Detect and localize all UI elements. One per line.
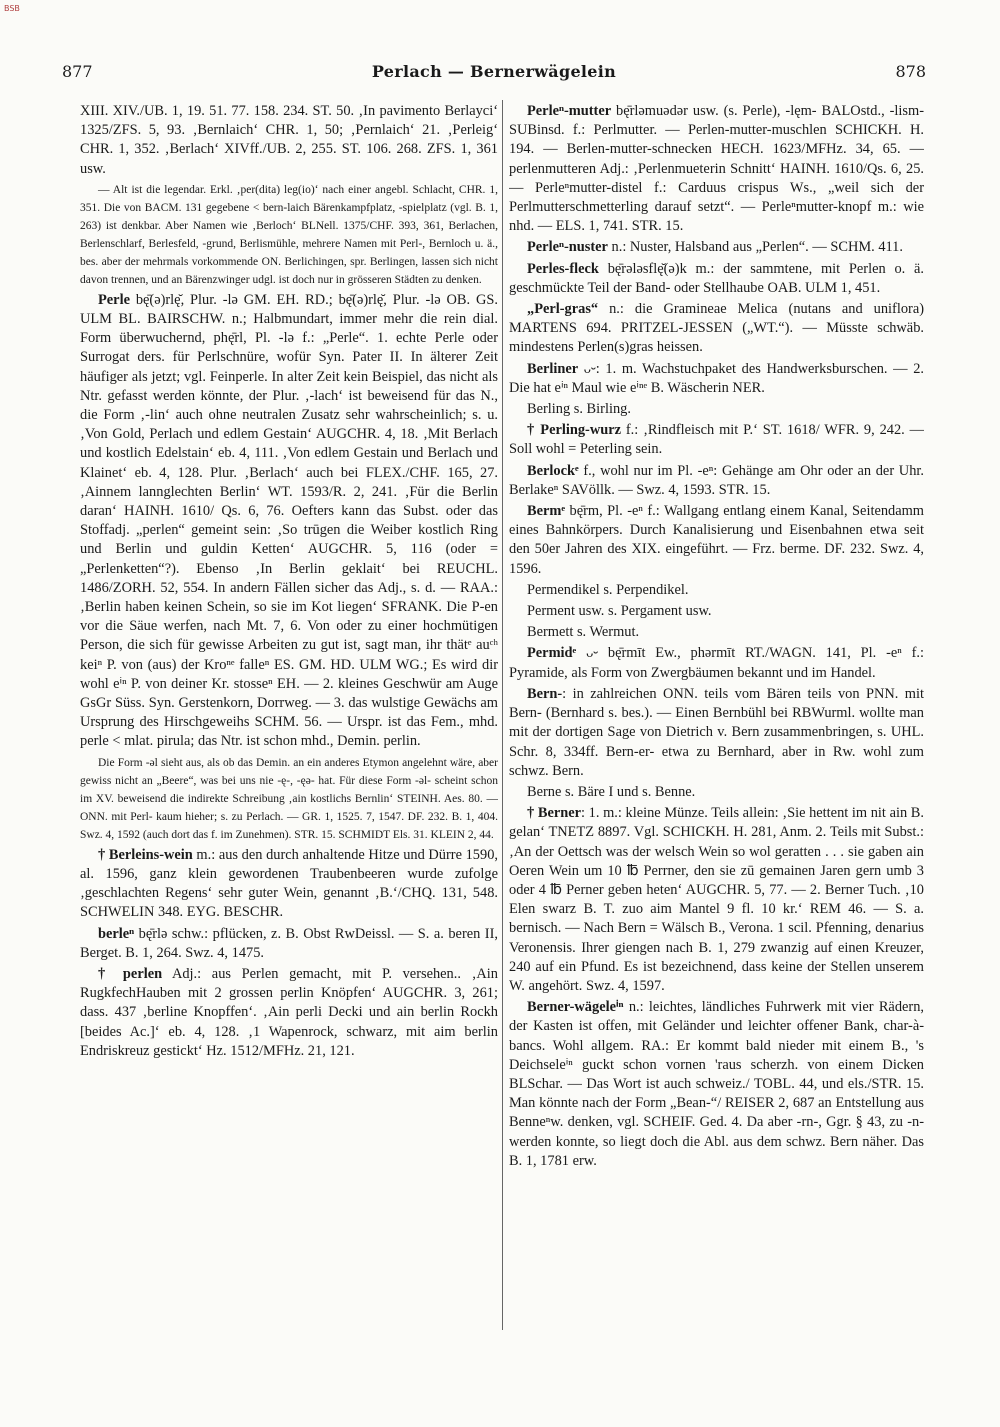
- entry-text: XIII. XIV./UB. 1, 19. 51. 77. 158. 234. ST. 50. ‚In pavimento Berlayci‘ 1325/ZFS. 5, 93. ‚Bernlaich‘ CHR. 1, 50; ‚Pernlaich‘ 21. ‚Perleig‘ CHR. 1, 352. ‚Berlach‘ XIVff./UB. 2, 255. ST. 106. 268. ZFS. 1, 361 usw.: [80, 103, 498, 177]
- dictionary-entry: [509, 300, 924, 358]
- dictionary-entry: [509, 602, 924, 621]
- dictionary-entry: [509, 623, 924, 642]
- dictionary-entry: [80, 846, 498, 923]
- entry-headword: Perleⁿ-nuster: [527, 239, 608, 256]
- dictionary-entry: [509, 102, 924, 236]
- dictionary-entry: [509, 783, 924, 802]
- dictionary-entry: [509, 685, 924, 781]
- entry-text: f., wohl nur im Pl. -eⁿ: Gehänge am Ohr oder an der Uhr. Berlakeⁿ SAVöllk. — Swz. 4, 1593. STR. 15.: [509, 462, 924, 498]
- dictionary-entry: [80, 754, 498, 844]
- page-header: [62, 62, 926, 84]
- entry-headword: † Perling-wurz: [527, 422, 622, 439]
- dictionary-entry: [80, 102, 498, 179]
- entry-text: Permendikel s. Perpendikel.: [527, 581, 689, 598]
- entry-headword: Berner-wägeleⁱⁿ: [527, 999, 624, 1016]
- dictionary-entry: [509, 804, 924, 996]
- entry-headword: „Perl-gras“: [527, 301, 599, 318]
- dictionary-entry: [80, 965, 498, 1061]
- dictionary-entry: [509, 644, 924, 682]
- entry-text: Berling s. Birling.: [527, 401, 631, 418]
- entry-headword: † Berleins-wein: [98, 846, 193, 863]
- right-column: [509, 102, 924, 1402]
- entry-text: bę̄rlə schw.: pflücken, z. B. Obst RwDeissl. — S. a. beren II, Berget. B. 1, 264. Swz. 4, 1475.: [80, 925, 498, 961]
- entry-text: m.: aus den durch anhaltende Hitze und Dürre 1590, al. 1596, ganz klein gewordenen Traubenbeeren wurde zufolge ‚geschlachten Regens‘ sehr guter Wein, genannt ‚B.‘/CHQ. 131, 548. SCHWELIN 348. EYG. BESCHR.: [80, 846, 498, 921]
- entry-text: Bermett s. Wermut.: [527, 624, 640, 641]
- entry-headword: Berlockᵉ: [527, 462, 579, 479]
- dictionary-entry: [509, 238, 924, 257]
- entry-headword: † Berner: [527, 805, 582, 822]
- entry-text: ᴗ⏑: 1. m. Wachstuchpaket des Handwerksburschen. — 2. Die hat eⁱⁿ Maul wie eⁱⁿᵉ B. Wäscherin NER.: [509, 360, 924, 396]
- entry-headword: † perlen: [98, 965, 163, 982]
- entry-text: : in zahlreichen ONN. teils vom Bären teils von PNN. mit Bern- (Bernhard s. bes.). — Einen Bernbühl bei RBWurml. wollte man mit der dortigen Sage von Dietrich v. Bern zusammenbringen, s. UHL. Schr. 8, 334ff. Bern-er- etwa zu Bernhard, aber in Rw. wohl zum schwz. Bern.: [509, 685, 924, 779]
- dictionary-entry: [509, 502, 924, 579]
- running-title: Perlach — Bernerwägelein: [371, 62, 617, 81]
- left-column: [80, 102, 498, 1402]
- entry-text: ᴗ⏑ bę̄rmīt Ew., phərmīt RT./WAGN. 141, Pl. -eⁿ f.: Pyramide, als Form von Zwergbäumen bekannt und im Handel.: [509, 645, 924, 681]
- entry-text: — Alt ist die legendar. Erkl. ‚per(dita) leg(io)‘ nach einer angebl. Schlacht, CHR. 1, 351. Die von BACM. 131 gegebene < bern-laich Bärenkampfplatz, -spielplatz (vgl. B. 1, 263) ist denkbar. Aber Namen wie ‚Berloch‘ BLNell. 1375/CHF. 393, 361, Berlachen, Berlenschlarf, Berlesfeld, -grund, Berlismühle, mehrere Namen mit Perl-, Bernloch u. ä., bes. aber der mehrmals vorkommende ON. Berlichingen, spr. Berlingen, lassen sich nicht davon trennen, und an Bärenzwinger udgl. ist doch nur in grösseren Städten zu denken.: [80, 183, 498, 286]
- entry-text: bę̄rm, Pl. -eⁿ f.: Wallgang entlang einem Kanal, Seitendamm eines Bahnkörpers. Durch Kanalisierung und Eisenbahnen etwa seit den 50er Jahren des XIX. eingeführt. — Frz. berme. DF. 232. Swz. 4, 1596.: [509, 503, 924, 577]
- dictionary-entry: [80, 181, 498, 289]
- dictionary-entry: [80, 291, 498, 752]
- dictionary-entry: [509, 581, 924, 600]
- entry-headword: berleⁿ: [98, 925, 135, 942]
- dictionary-entry: [509, 462, 924, 500]
- dictionary-entry: [509, 998, 924, 1171]
- entry-headword: Perles-fleck: [527, 260, 599, 277]
- entry-text: Adj.: aus Perlen gemacht, mit P. versehen.. ‚Ain RugkfechHauben mit 2 grossen perlin Knöpfen‘ AUGCHR. 3, 261; dass. 437 ‚berline Knopffen‘. ‚Ain perli Decki und ain berlin Rockh [beides Ac.]‘ eb. 4, 128. ‚1 Wapenrock, schwarz, mit aim berlin Endriskreuz gestickt‘ Hz. 1512/MFHz. 21, 121.: [80, 965, 498, 1059]
- entry-text: Berne s. Bäre I und s. Benne.: [527, 783, 696, 800]
- column-divider: [502, 100, 503, 1330]
- page-number-right: 878: [895, 62, 926, 81]
- entry-headword: Berliner: [527, 360, 579, 377]
- dictionary-entry: [509, 421, 924, 459]
- dictionary-entry: [509, 260, 924, 298]
- entry-text: bę̄rləmuədər usw. (s. Perle), -lęm- BALOstd., -lism- SUBinsd. f.: Perlmutter. — Perlen-mutter-muschlen SCHICKH. H. 194. — Berlen-mutter-schnecken HECH. 1623/MFHz. 34, 65. — perlenmutteren Adj.: ‚Perlenmueterin Schnitt‘ HAINH. 1610/Qs. 6, 25. — Perleⁿmutter-distel f.: Carduus crispus Ws., „weil sich der Perlmutterschmetterling darauf setzt“. — Perleⁿmutter-knopf m.: wie nhd. — ELS. 1, 741. STR. 15.: [509, 103, 924, 235]
- entry-headword: Bermᵉ: [527, 503, 566, 520]
- entry-text: n.: leichtes, ländliches Fuhrwerk mit vier Rädern, der Kasten ist offen, mit Geländer und leichter offener Bank, char-à-bancs. Wohl allgem. RA.: Er kommt bald nieder mit einem B., 's Deichseleⁱⁿ guckt schon vornen 'raus scherzh. von einem Dicken BLSchar. — Das Wort ist auch schweiz./ TOBL. 44, und els./STR. 15. Man könnte nach der Form „Bean-“/ REISER 2, 687 an Entstellung aus Benneⁿw. denken, vgl. SCHEIF. Ged. 4. Da aber -rn-, Ggr. § 43, zu -n- werden konnte, so liegt doch die Abl. aus dem schwz. Bern näher. Das B. 1, 1781 erw.: [509, 999, 924, 1169]
- page-number-left: 877: [62, 62, 93, 81]
- dictionary-entry: [80, 925, 498, 963]
- dictionary-entry: [509, 400, 924, 419]
- entry-text: n.: die Gramineae Melica (nutans and uniflora) MARTENS 694. PRITZEL-JESSEN („WT.“). — Müsste schwäb. mindestens Perlen(s)gras heissen.: [509, 301, 924, 356]
- entry-headword: Bern-: [527, 685, 563, 702]
- library-stamp: BSB: [4, 4, 20, 13]
- entry-headword: Permidᵉ: [527, 645, 577, 662]
- entry-text: f.: ‚Rindfleisch mit P.‘ ST. 1618/ WFR. 9, 242. — Soll wohl = Peterling sein.: [509, 422, 924, 458]
- entry-text: Perment usw. s. Pergament usw.: [527, 603, 712, 620]
- entry-headword: Perle: [98, 291, 130, 308]
- entry-headword: Perleⁿ-mutter: [527, 103, 612, 119]
- entry-text: bę̄(ə)rlę̆, Plur. -lə GM. EH. RD.; bę̄(ə)rlę̆, Plur. -lə OB. GS. ULM BL. BAIRSCHW. n.; Halbmundart, immer mehr die rein dial. Form überwuchernd, phę̄rl, Pl. -lə f.: „Perle“. 1. echte Perle oder Surrogat ders. für Perlschnüre, wofür Syn. Pater II. In älterer Zeit häufiger als jetzt; vgl. Feinperle. In alter Zeit kein Beispiel, das nicht als Ntr. gefasst werden könnte, der Plur. ‚-lach‘ ist beweisend für das N., die Form ‚-lin‘ auch ohne neutralen Zusatz sehr wahrscheinlich; s. u. ‚Von Gold, Perlach und edlem Gestain‘ AUGCHR. 4, 18. ‚Mit Berlach und kostlich Edelstain‘ eb. 4, 111. ‚Von edlem Gestain und Berlach und Klainet‘ eb. 4, 128. Plur. ‚Berlach‘ auch bei FLEX./CHF. 165, 27. ‚Ainnem lannglechten Berlin‘ WT. 1593/R. 2, 241. ‚Für die Berlin daran‘ HAINH. 1610/ Qs. 6, 76. Oefters kann das Subst. oder das Stoffadj. „perlen“ gemeint sein: ‚So trūgen die Weiber kostlich Ring und Berlin und guldin Ketten‘ AUGCHR. 5, 116 (oder = „Perlenketten“?). Ebenso ‚In Berlin geklait‘ bei REUCHL. 1486/ZORH. 52, 554. In andern Fällen sicher das Adj., s. d. — RAA.: ‚Berlin haben keinen Schein, so sie im Kot liegen‘ SFRANK. Die P-en vor die Säue werfen, nach Mt. 7, 6. Von oder zu einer hochmütigen Person, die sich für gewisse Arbeiten zu gut ist, sagt man, ihr thätᵉ auᶜʰ keiⁿ P. von (aus) der Kroⁿᵉ falleⁿ ES. GM. HD. ULM WG.; Es wird dir wohl eⁱⁿ P. von deiner Kr. stosseⁿ EH. — 2. kleines Geschwür am Auge GsGr Süss. Syn. Gerstenkorn, Dorrweg. — 3. das wulstige Gewächs am Ursprung des Hirschgeweihs SCHM. 56. — Urspr. ist das Fem., mhd. perle < mlat. pirula; das Ntr. ist schon mhd., Demin. perlin.: [80, 291, 498, 750]
- entry-text: : 1. m.: kleine Münze. Teils allein: ‚Sie hettent im nit ain B. gelan‘ TNETZ 8897. Vgl. SCHICKH. H. 281, Anm. 2. Teils mit Subst.: ‚An der Oettsch was der welsch Wein so wol geratten . . . sie gaben ain Oeren Wein um 10 ℔ Perrner, den sie zū gemainen Jaren gern umb 3 oder 4 ℔ Perner geben heten‘ AUGCHR. 5, 77. — 2. Berner Tuch. ‚10 Elen swarz B. T. zuo aim Mantel 9 fl. 10 kr.‘ REM 46. — S. a. bernisch. — Nach Bern = Wälsch B., Verona. 1 scil. Pfenning, denarius Veronensis. Ihrer giengen nach B. 1, 279 zwanzig auf einen Kreuzer, 240 auf ein Pfund. Es ist bezeichnend, dass keine der Stellen unserem W. angehört. Swz. 4, 1597.: [509, 805, 924, 994]
- entry-text: bę̄rələsflę̆(ə)k m.: der sammtene, mit Perlen o. ä. geschmückte Teil der Band- oder Stellhaube OAB. ULM 1, 451.: [509, 260, 924, 296]
- entry-text: n.: Nuster, Halsband aus „Perlen“. — SCHM. 411.: [607, 239, 903, 256]
- entry-text: Die Form -əl sieht aus, als ob das Demin. an ein anderes Etymon angelehnt wäre, aber gewiss nicht an „Beere“, was bei uns nie -ę-, -ęə- hat. Für diese Form -əl- scheint schon im XV. beweisend die indirekte Schreibung ‚ain kostlichs Bernlin‘ STEINH. Aes. 80. — ONN. mit Perl- kaum hieher; s. zu Perlach. — GR. 1, 1525. 7, 1547. DF. 232. B. 1, 404. Swz. 4, 1592 (auch dort das f. im Zunehmen). STR. 15. SCHMIDT Els. 31. KLEIN 2, 44.: [80, 756, 498, 841]
- dictionary-entry: [509, 360, 924, 398]
